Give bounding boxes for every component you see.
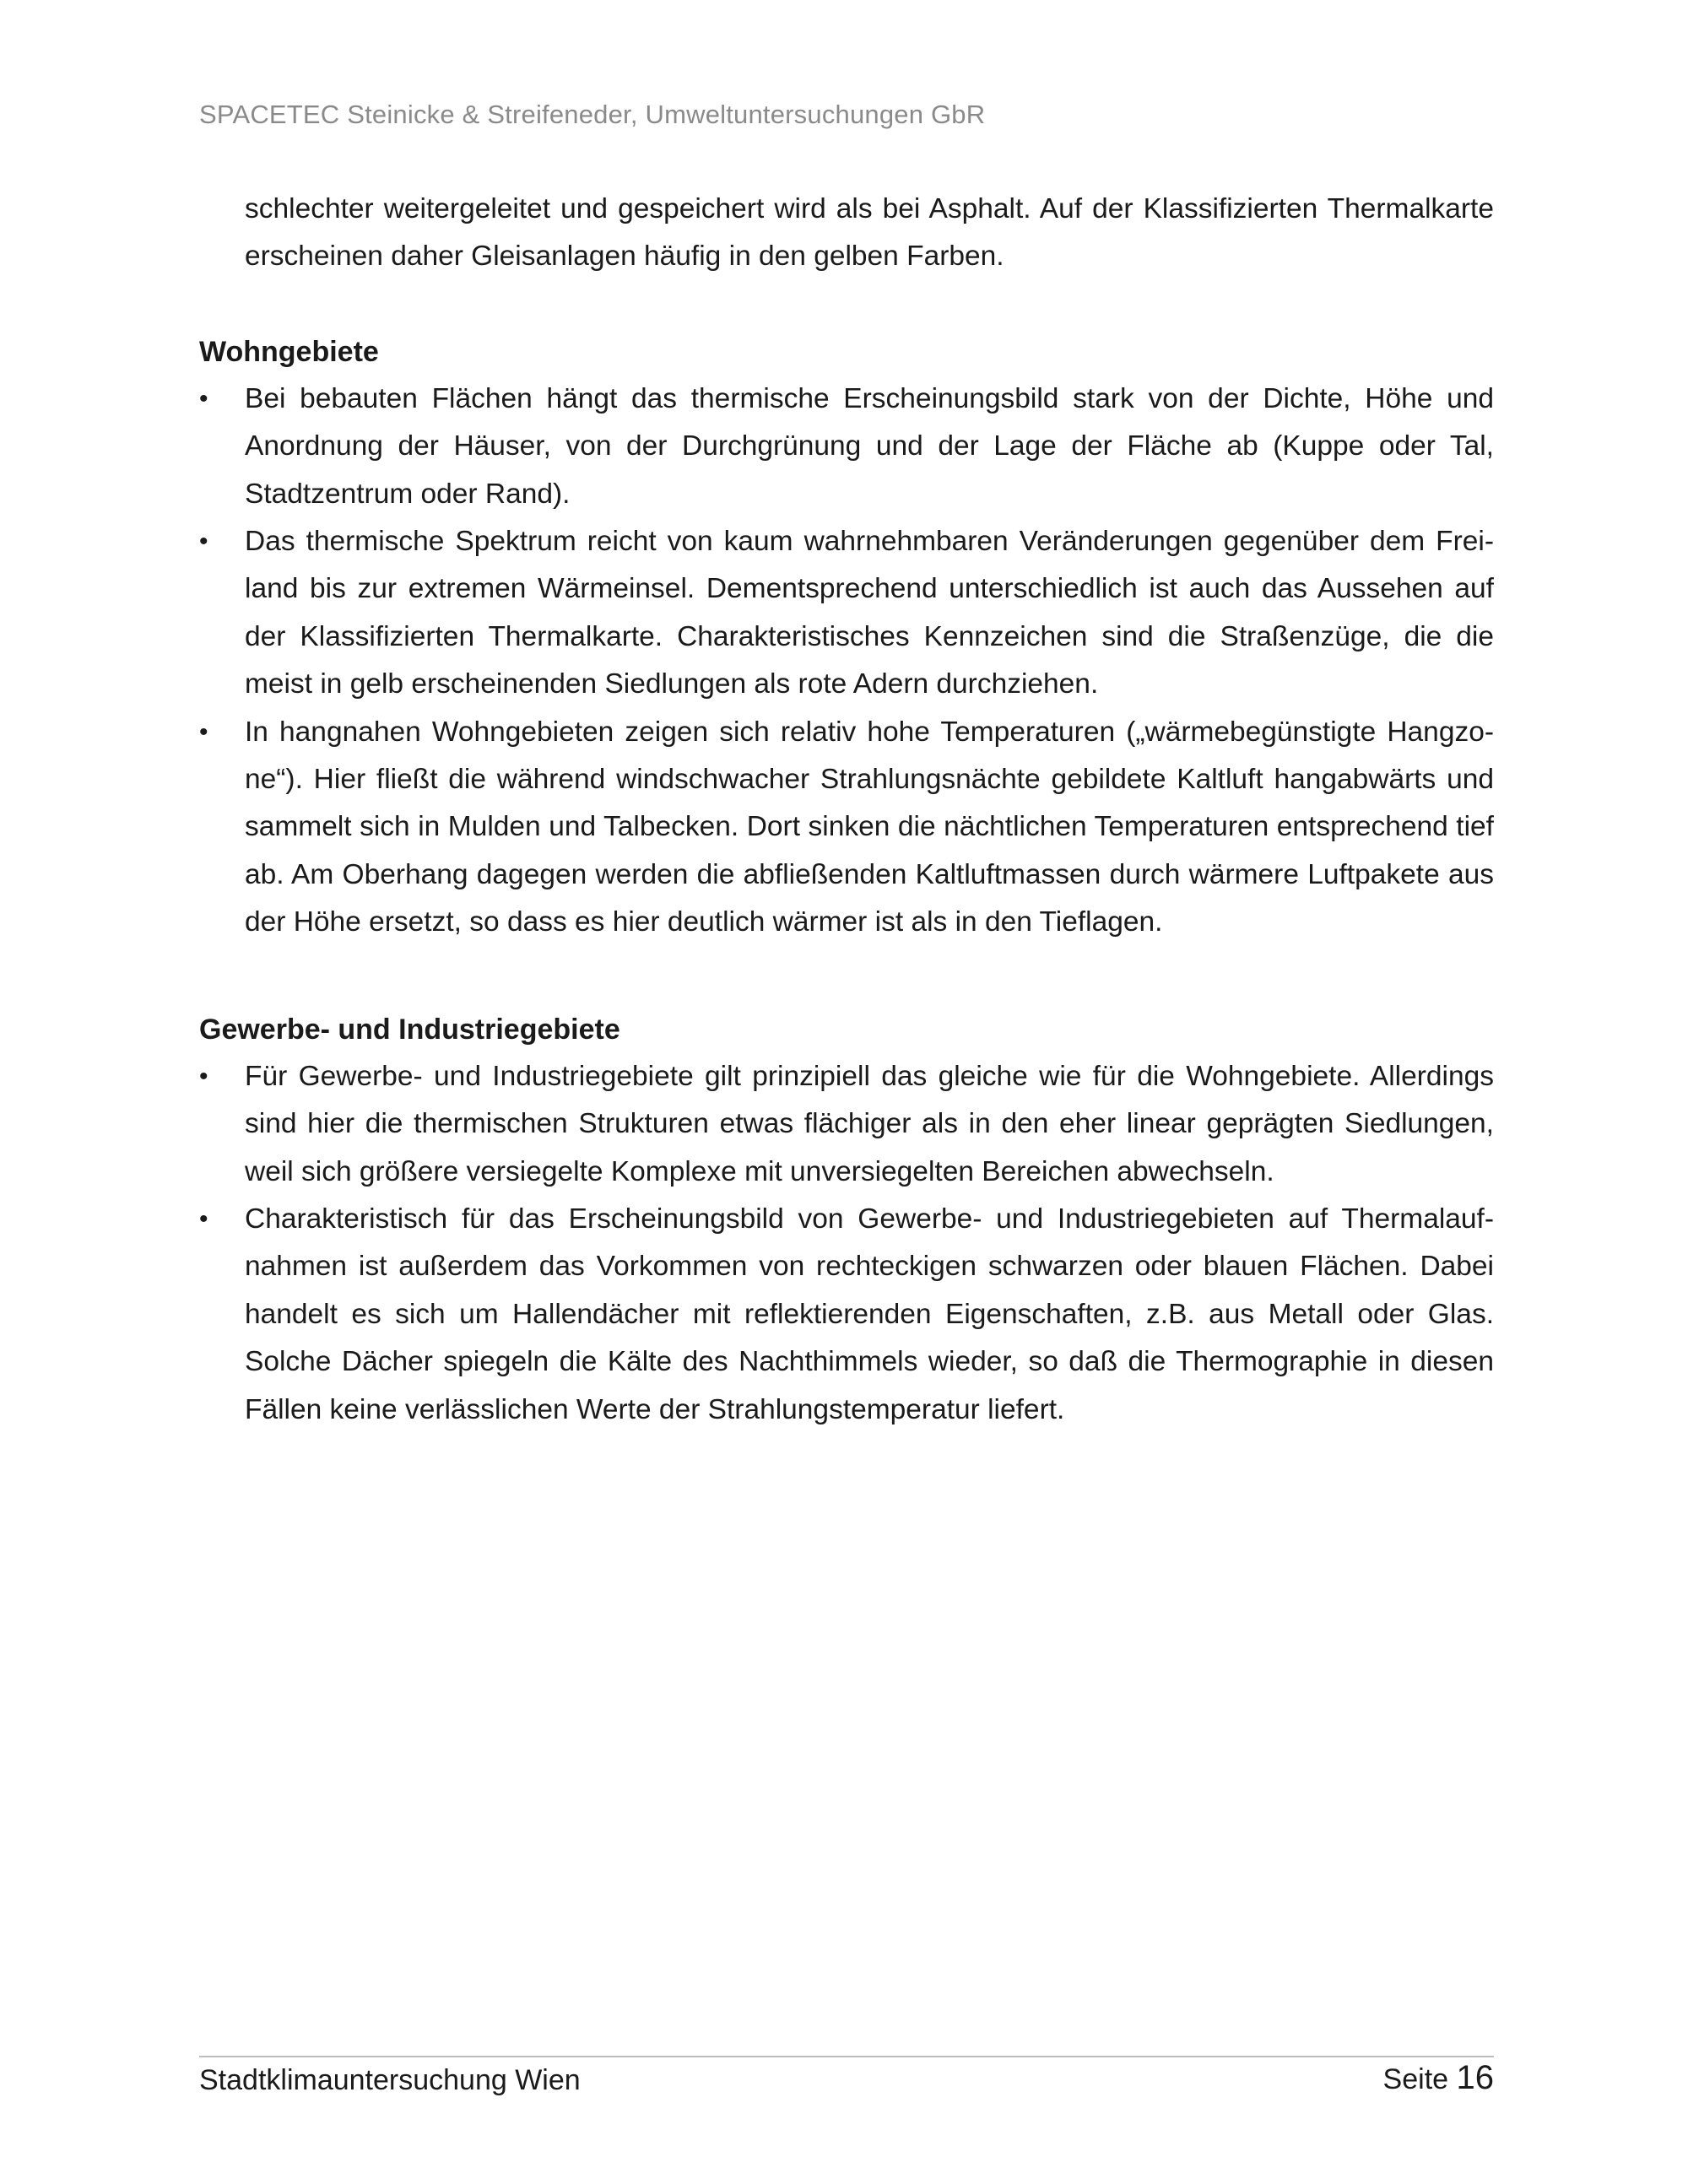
list-item-text: In hangnahen Wohngebieten zeigen sich relativ hohe Temperaturen („wärmebegünstigte Hangzone“). Hier fließt die während windschwacher Strahlungsnächte gebildete Kaltluft hangabwärts und sammelt sich in Mulden und Talbecken. Dort sinken die nächtlichen Temperaturen entsprechend tief ab. Am Oberhang dagegen werden die abfließenden Kaltluftmassen durch wärmere Luftpakete aus der Höhe ersetzt, so dass es hier deutlich wärmer ist als in den Tieflagen. xyxy=(245,716,1494,938)
list-item-text: Das thermische Spektrum reicht von kaum wahrnehmbaren Veränderungen gegenüber dem Freiland bis zur extremen Wärmeinsel. Dementsprechend unterschiedlich ist auch das Aussehen auf der Klassifizierten Thermalkarte. Charakteristisches Kennzeichen sind die Straßenzüge, die die meist in gelb erscheinenden Siedlungen als rote Adern durchziehen. xyxy=(245,526,1494,700)
list-item xyxy=(199,518,1494,709)
intro-paragraph: schlechter weitergeleitet und gespeichert wird als bei Asphalt. Auf der Klassifizierten Thermalkarte erscheinen daher Gleisanlagen häufig in den gelben Farben. xyxy=(245,193,1494,273)
page-label: Seite xyxy=(1382,2063,1449,2095)
list-item-text: Charakteristisch für das Erscheinungsbild von Gewerbe- und Industriegebieten auf Thermalaufnahmen ist außerdem das Vorkommen von rechteckigen schwarzen oder blauen Flächen. Dabei handelt es sich um Hallendächer mit reflektierenden Eigenschaften, z.B. aus Metall oder Glas. Solche Dächer spiegeln die Kälte des Nachthimmels wieder, so daß die Thermographie in diesen Fällen keine verlässlichen Werte der Strahlungstemperatur liefert. xyxy=(245,1203,1494,1425)
bullet-icon: • xyxy=(199,384,208,413)
list-item xyxy=(199,376,1494,518)
bullet-icon: • xyxy=(199,1204,208,1233)
bullet-icon: • xyxy=(199,527,208,556)
list-item xyxy=(199,1196,1494,1434)
footer-document-title: Stadtklimauntersuchung Wien xyxy=(199,2064,581,2096)
page-content xyxy=(199,186,1494,1434)
running-header: SPACETEC Steinicke & Streifeneder, Umweltuntersuchungen GbR xyxy=(199,100,986,129)
section-heading-wohngebiete: Wohngebiete xyxy=(199,335,379,368)
bullet-list-wohngebiete xyxy=(199,376,1494,947)
page-number: 16 xyxy=(1456,2059,1494,2096)
bullet-icon: • xyxy=(199,717,208,746)
footer-page-indicator xyxy=(1383,2059,1494,2097)
list-item xyxy=(199,709,1494,947)
footer-divider xyxy=(199,2056,1494,2057)
list-item-text: Bei bebauten Flächen hängt das thermische Erscheinungsbild stark von der Dichte, Höhe und Anordnung der Häuser, von der Durchgrünung und der Lage der Fläche ab (Kuppe oder Tal, Stadtzentrum oder Rand). xyxy=(245,382,1494,510)
list-item xyxy=(199,1053,1494,1196)
bullet-icon: • xyxy=(199,1062,208,1090)
bullet-list-gewerbe xyxy=(199,1053,1494,1434)
section-heading-gewerbe: Gewerbe- und Industriegebiete xyxy=(199,1013,620,1046)
list-item-text: Für Gewerbe- und Industriegebiete gilt prinzipiell das gleiche wie für die Wohngebiete. Allerdings sind hier die thermischen Strukturen etwas flächiger als in den eher linear geprägten Siedlungen, weil sich größere versiegelte Komplexe mit unversiegelten Bereichen abwechseln. xyxy=(245,1060,1494,1187)
